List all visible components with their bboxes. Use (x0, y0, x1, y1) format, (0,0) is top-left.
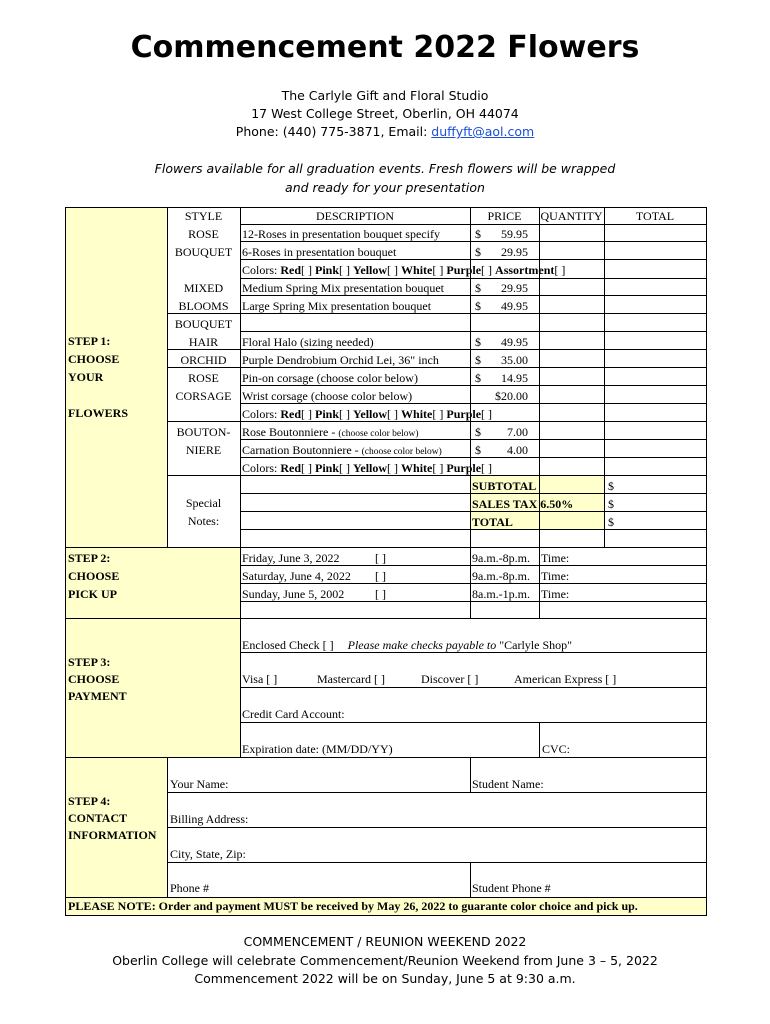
style-hair: HAIR (188, 335, 219, 349)
step2-choose: CHOOSE (68, 569, 120, 583)
item-price: 29.95 (501, 245, 528, 259)
step3-payment: PAYMENT (68, 689, 127, 703)
cvc-field[interactable]: CVC: (542, 742, 571, 756)
item-desc: Medium Spring Mix presentation bouquet (242, 281, 444, 295)
item-desc: Large Spring Mix presentation bouquet (242, 299, 432, 313)
step3-choose: CHOOSE (68, 672, 120, 686)
total-dollar: $ (608, 515, 614, 529)
special-notes-label: Special (185, 496, 222, 510)
step4-label: STEP 4: (68, 794, 111, 808)
item-dollar: $ (475, 227, 481, 241)
phone-text: Phone: (440) 775-3871, Email: (235, 124, 432, 139)
color-options: Colors: Red[ ] Pink[ ] Yellow[ ] White[ ] Purple[ ] (242, 461, 493, 475)
step2-pickup: PICK UP (68, 587, 117, 601)
style-rose: ROSE (188, 227, 219, 241)
col-description: DESCRIPTION (315, 209, 394, 223)
intro-line-1: Flowers available for all graduation events. Fresh flowers will be wrapped (154, 161, 616, 176)
item-price: 14.95 (501, 371, 528, 385)
pickup-checkbox[interactable]: [ ] (375, 551, 386, 565)
expiration-field[interactable]: Expiration date: (MM/DD/YY) (242, 742, 393, 756)
color-options: Colors: Red[ ] Pink[ ] Yellow[ ] White[ ] Purple[ ] Assortment[ ] (242, 263, 566, 277)
style-bouquet-2: BOUQUET (174, 317, 233, 331)
item-price: 49.95 (501, 335, 528, 349)
cc-account-field[interactable]: Credit Card Account: (242, 707, 345, 721)
deadline-note: PLEASE NOTE: Order and payment MUST be received by May 26, 2022 to guarante color choice and pick up. (68, 899, 638, 913)
special-notes-label-2: Notes: (187, 514, 220, 528)
item-price: 4.00 (507, 443, 528, 457)
footer-line-2: Oberlin College will celebrate Commencement/Reunion Weekend from June 3 – 5, 2022 (112, 953, 658, 968)
email-link[interactable]: duffyft@aol.com (431, 124, 535, 139)
color-options: Colors: Red[ ] Pink[ ] Yellow[ ] White[ ] Purple[ ] (242, 407, 493, 421)
col-total: TOTAL (635, 209, 675, 223)
enclosed-check-option[interactable]: Enclosed Check [ ] Please make checks payable to "Carlyle Shop" (242, 638, 573, 652)
total-label: TOTAL (472, 515, 513, 529)
item-dollar: $ (475, 245, 481, 259)
style-mixed: MIXED (183, 281, 224, 295)
pickup-checkbox[interactable]: [ ] (375, 587, 386, 601)
mastercard-option[interactable]: Mastercard [ ] (317, 672, 385, 686)
step3-label: STEP 3: (68, 655, 111, 669)
step1-choose: CHOOSE (68, 352, 120, 366)
item-dollar: $ (475, 335, 481, 349)
item-price: 49.95 (501, 299, 528, 313)
subtotal-dollar: $ (608, 479, 614, 493)
sales-tax-label: SALES TAX 6.50% (472, 497, 574, 511)
col-style: STYLE (184, 209, 223, 223)
item-desc: Purple Dendrobium Orchid Lei, 36" inch (242, 353, 439, 367)
billing-address-field[interactable]: Billing Address: (170, 812, 249, 826)
style-bouquet: BOUQUET (174, 245, 233, 259)
pickup-time-field[interactable]: Time: (541, 551, 570, 565)
item-dollar: $ (475, 353, 481, 367)
item-desc: Pin-on corsage (choose color below) (242, 371, 418, 385)
pickup-date: Sunday, June 5, 2002 (242, 587, 345, 601)
item-dollar: $ (475, 281, 481, 295)
item-desc: Floral Halo (sizing needed) (242, 335, 374, 349)
studio-address: 17 West College Street, Oberlin, OH 44074 (251, 106, 519, 121)
discover-option[interactable]: Discover [ ] (421, 672, 479, 686)
footer-heading: COMMENCEMENT / REUNION WEEKEND 2022 (243, 934, 527, 949)
item-desc: Rose Boutonniere - (choose color below) (242, 425, 419, 439)
item-price: 7.00 (507, 425, 528, 439)
step2-label: STEP 2: (68, 551, 111, 565)
style-niere: NIERE (185, 443, 222, 457)
visa-option[interactable]: Visa [ ] (242, 672, 278, 686)
city-state-zip-field[interactable]: City, State, Zip: (170, 847, 246, 861)
item-dollar: $ (475, 371, 481, 385)
your-name-field[interactable]: Your Name: (170, 777, 229, 791)
item-price: 29.95 (501, 281, 528, 295)
amex-option[interactable]: American Express [ ] (514, 672, 617, 686)
step4-information: INFORMATION (68, 828, 157, 842)
pickup-time-field[interactable]: Time: (541, 587, 570, 601)
footer-line-3: Commencement 2022 will be on Sunday, June 5 at 9:30 a.m. (194, 971, 576, 986)
style-corsage: CORSAGE (175, 389, 232, 403)
pickup-hours: 9a.m.-8p.m. (472, 551, 530, 565)
item-price: 59.95 (501, 227, 528, 241)
studio-contact (0, 124, 770, 139)
step4-contact: CONTACT (68, 811, 128, 825)
style-rose-2: ROSE (188, 371, 219, 385)
pickup-time-field[interactable]: Time: (541, 569, 570, 583)
phone-field[interactable]: Phone # (170, 881, 209, 895)
subtotal-label: SUBTOTAL (472, 479, 537, 493)
intro-line-2: and ready for your presentation (285, 180, 485, 195)
style-blooms: BLOOMS (178, 299, 229, 313)
item-dollar: $ (475, 299, 481, 313)
style-bouton: BOUTON- (176, 425, 231, 439)
item-desc: 12-Roses in presentation bouquet specify (242, 227, 440, 241)
item-dollar: $ (475, 443, 481, 457)
item-price: $20.00 (495, 389, 528, 403)
pickup-hours: 8a.m.-1p.m. (472, 587, 530, 601)
page-title: Commencement 2022 Flowers (130, 30, 640, 65)
studio-name: The Carlyle Gift and Floral Studio (281, 88, 489, 103)
step1-your: YOUR (68, 370, 104, 384)
pickup-checkbox[interactable]: [ ] (375, 569, 386, 583)
item-price: 35.00 (501, 353, 528, 367)
tax-dollar: $ (608, 497, 614, 511)
col-price: PRICE (487, 209, 522, 223)
student-name-field[interactable]: Student Name: (472, 777, 544, 791)
item-desc: 6-Roses in presentation bouquet (242, 245, 397, 259)
step1-label: STEP 1: (68, 334, 111, 348)
item-desc: Carnation Boutonniere - (choose color below) (242, 443, 442, 457)
item-dollar: $ (475, 425, 481, 439)
style-orchid: ORCHID (180, 353, 227, 367)
student-phone-field[interactable]: Student Phone # (472, 881, 551, 895)
pickup-date: Saturday, June 4, 2022 (242, 569, 351, 583)
order-form (65, 207, 707, 915)
pickup-hours: 9a.m.-8p.m. (472, 569, 530, 583)
item-desc: Wrist corsage (choose color below) (242, 389, 413, 403)
pickup-date: Friday, June 3, 2022 (242, 551, 340, 565)
col-quantity: QUANTITY (540, 209, 603, 223)
step1-flowers: FLOWERS (68, 406, 129, 420)
